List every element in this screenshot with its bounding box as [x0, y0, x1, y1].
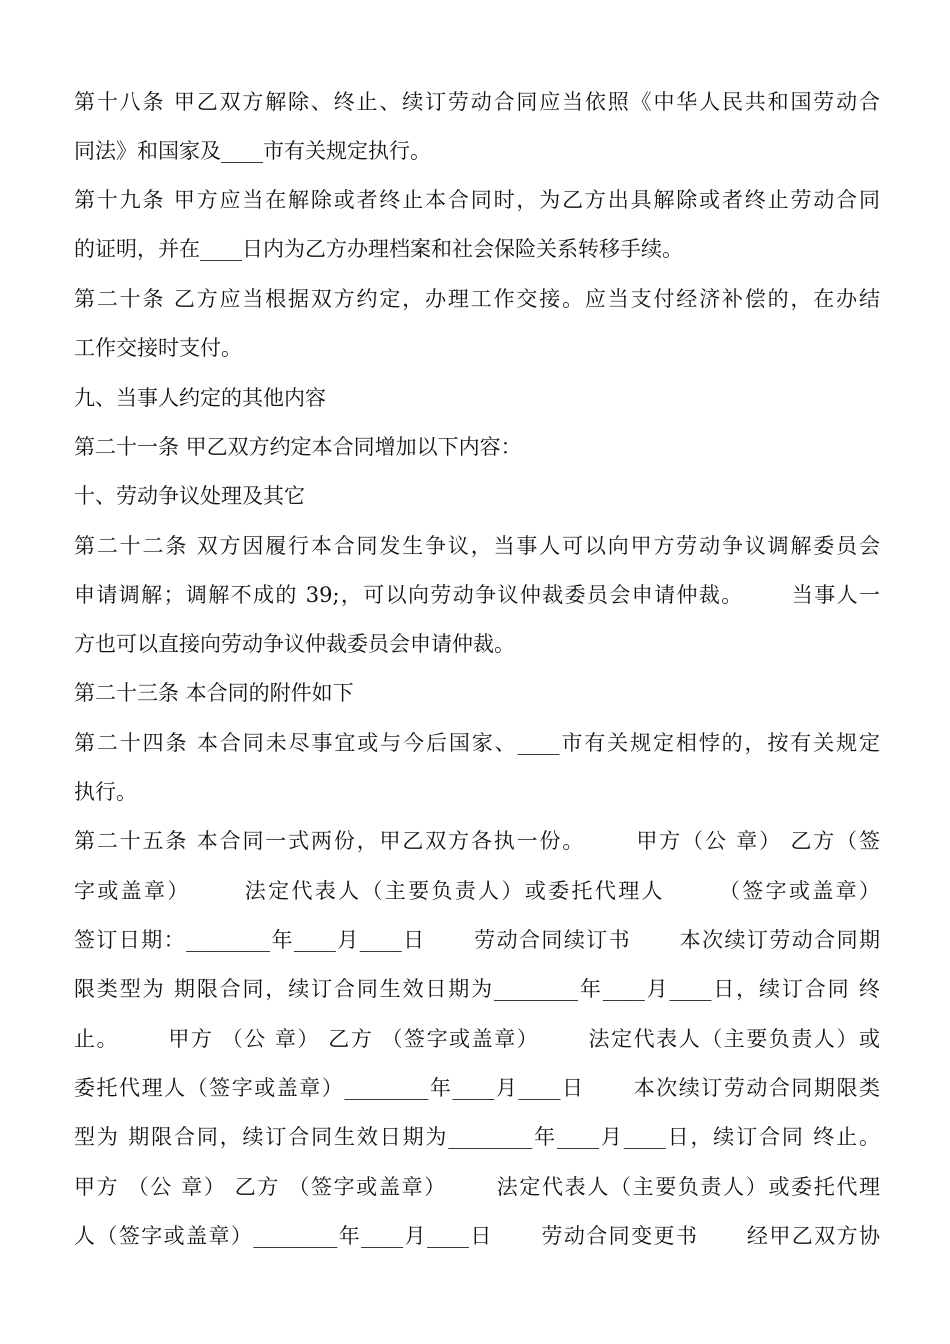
text-line: 第十九条 甲方应当在解除或者终止本合同时，为乙方出具解除或者终止劳动合同 [74, 188, 880, 212]
text-line: 工作交接时支付。 [74, 336, 242, 360]
text-line: 第二十一条 甲乙双方约定本合同增加以下内容： [74, 435, 522, 459]
text-line: 甲方 （公 章） 乙方 （签字或盖章） 法定代表人（主要负责人）或委托代理 [74, 1175, 880, 1199]
text-line: 申请调解；调解不成的 39;，可以向劳动争议仲裁委员会申请仲裁。 当事人一 [74, 583, 880, 607]
text-line: 第十八条 甲乙双方解除、终止、续订劳动合同应当依照《中华人民共和国劳动合 [74, 90, 880, 114]
text-line: 委托代理人（签字或盖章）________年____月____日 本次续订劳动合同期限类 [74, 1076, 880, 1100]
text-line: 字或盖章） 法定代表人（主要负责人）或委托代理人 （签字或盖章） [74, 879, 880, 903]
text-line: 止。 甲方 （公 章） 乙方 （签字或盖章） 法定代表人（主要负责人）或 [74, 1027, 880, 1051]
text-line: 限类型为 期限合同，续订合同生效日期为________年____月____日，续订合同 终 [74, 977, 880, 1001]
text-line: 第二十二条 双方因履行本合同发生争议，当事人可以向甲方劳动争议调解委员会 [74, 534, 880, 558]
text-line: 第二十三条 本合同的附件如下 [74, 681, 354, 705]
section-heading: 十、劳动争议处理及其它 [74, 484, 305, 508]
text-line: 方也可以直接向劳动争议仲裁委员会申请仲裁。 [74, 632, 515, 656]
text-line: 人（签字或盖章）________年____月____日 劳动合同变更书 经甲乙双方协 [74, 1224, 880, 1248]
text-line: 第二十五条 本合同一式两份，甲乙双方各执一份。 甲方（公 章） 乙方（签 [74, 829, 880, 853]
text-line: 签订日期：________年____月____日 劳动合同续订书 本次续订劳动合同期 [74, 928, 880, 952]
text-line: 第二十四条 本合同未尽事宜或与今后国家、____市有关规定相悖的，按有关规定 [74, 731, 880, 755]
text-line: 型为 期限合同，续订合同生效日期为________年____月____日，续订合同 终止。 [74, 1125, 880, 1149]
section-heading: 九、当事人约定的其他内容 [74, 386, 326, 410]
text-line: 同法》和国家及____市有关规定执行。 [74, 139, 431, 163]
text-line: 第二十条 乙方应当根据双方约定，办理工作交接。应当支付经济补偿的，在办结 [74, 287, 880, 311]
text-line: 执行。 [74, 780, 137, 804]
text-line: 的证明，并在____日内为乙方办理档案和社会保险关系转移手续。 [74, 237, 683, 261]
